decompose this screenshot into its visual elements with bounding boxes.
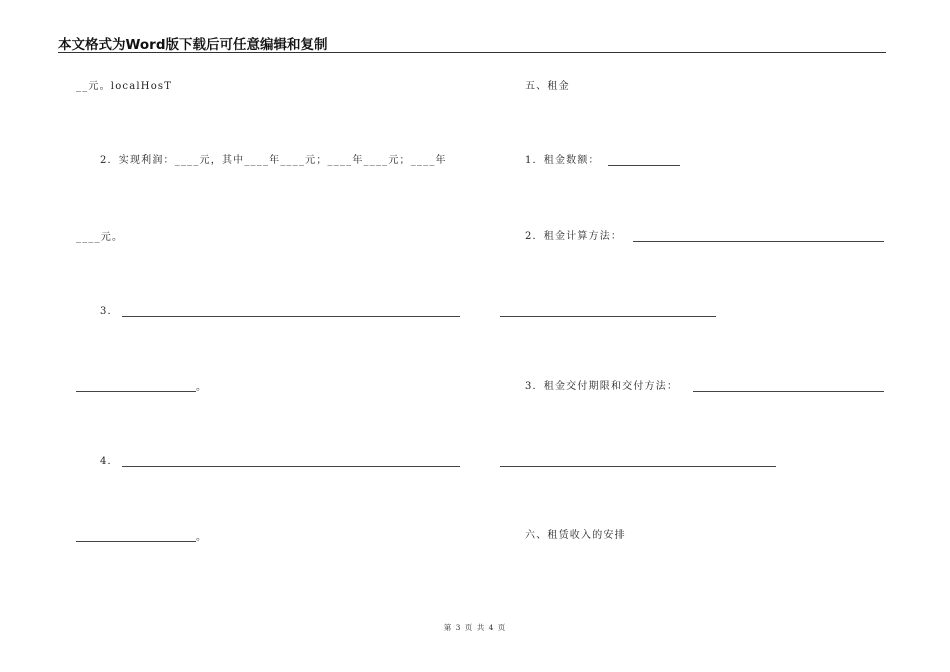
rent-payment-blank (693, 391, 884, 392)
left-line-profit: 2．实现利润：____元，其中____年____元；____年____元；____年 (100, 155, 447, 166)
rent-amount-label: 1．租金数额： (525, 155, 600, 166)
rent-calc-label: 2．租金计算方法： (525, 231, 623, 242)
item-4-continuation-blank (76, 541, 196, 542)
item-3-label: 3． (100, 306, 119, 317)
rent-calc-blank (633, 241, 884, 242)
rent-payment-continuation-blank (500, 466, 776, 467)
section-6-heading: 六、租赁收入的安排 (525, 530, 626, 541)
rent-calc-continuation-blank (500, 316, 716, 317)
rent-amount-blank (608, 165, 680, 166)
item-4-blank (122, 466, 460, 467)
item-3-end-mark: 。 (196, 382, 208, 393)
left-line-3: ____元。 (76, 232, 124, 243)
item-3-continuation-blank (76, 391, 196, 392)
document-header-title: 本文格式为Word版下载后可任意编辑和复制 (58, 37, 328, 53)
left-line-1: __元。localHosT (76, 81, 173, 92)
item-3-blank (122, 316, 460, 317)
page-number: 第 3 页 共 4 页 (443, 623, 507, 632)
section-5-heading: 五、租金 (525, 81, 570, 92)
header-divider (58, 52, 886, 53)
item-4-end-mark: 。 (196, 532, 208, 543)
rent-payment-label: 3．租金交付期限和交付方法： (525, 381, 679, 392)
item-4-label: 4． (100, 456, 119, 467)
